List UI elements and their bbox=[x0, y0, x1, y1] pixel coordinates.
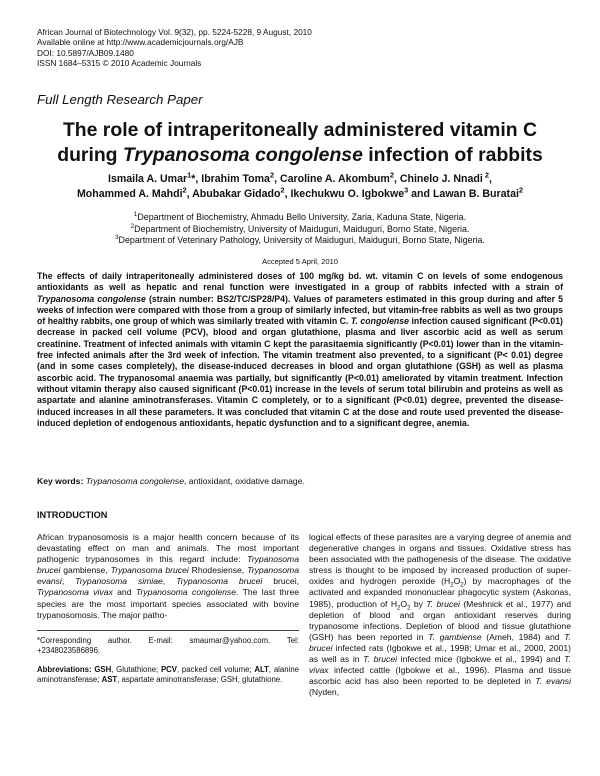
author-affiliation-mark: 2 bbox=[269, 170, 275, 180]
journal-doi: DOI: 10.5897/AJB09.1480 bbox=[37, 47, 134, 58]
author-separator: and bbox=[408, 188, 433, 200]
introduction-text: logical effects of these parasites are a varying degree of anemia and degenerative changes in organs and tissues. Oxidative stress has been associated with the pathogenesis of the disease. The oxidative stress is thought to be imposed by increased production of super-oxides and hydrogen peroxide (H bbox=[309, 532, 571, 587]
introduction-text: T. brucei bbox=[309, 631, 571, 653]
abstract-species: Trypanosoma congolense bbox=[37, 293, 146, 304]
introduction-text: 2 bbox=[460, 583, 464, 590]
introduction-text: (Nyden, bbox=[309, 687, 340, 698]
introduction-text: Trypanosoma simiae bbox=[75, 576, 163, 587]
journal-issn: ISSN 1684–5315 © 2010 Academic Journals bbox=[37, 58, 202, 69]
introduction-text: T. brucei bbox=[363, 654, 398, 665]
author-name: Mohammed A. Mahdi bbox=[76, 188, 183, 200]
abbreviations-footnote bbox=[37, 665, 299, 685]
accepted-date: Accepted 5 April, 2010 bbox=[262, 257, 338, 266]
author-line-1 bbox=[30, 172, 570, 187]
author-separator: *, bbox=[191, 173, 202, 185]
author-affiliation-mark: 3 bbox=[404, 185, 409, 195]
abbreviation-text: , Glutathione; bbox=[111, 665, 161, 674]
author-separator: , bbox=[186, 188, 193, 200]
author-affiliation-mark: 1 bbox=[187, 170, 192, 180]
affiliation-line bbox=[30, 224, 570, 236]
author-separator: , bbox=[284, 188, 291, 200]
introduction-left-column bbox=[37, 532, 299, 621]
abbreviation-text: AST bbox=[101, 675, 118, 684]
abbreviation-text: Abbreviations: bbox=[37, 665, 95, 674]
keyword-species: Trypanosoma congolense bbox=[85, 476, 184, 486]
introduction-text: 2 bbox=[397, 605, 401, 612]
introduction-text: Trypanosoma congolense bbox=[135, 587, 237, 598]
introduction-text: Trypanosoma brucei bbox=[176, 576, 263, 587]
introduction-text: brucei, bbox=[262, 576, 299, 587]
introduction-text: 2 bbox=[450, 583, 454, 590]
introduction-text: T. brucei bbox=[426, 598, 460, 609]
footnote-divider bbox=[37, 630, 299, 631]
author-affiliation-mark: 2 bbox=[280, 185, 285, 195]
abbreviation-text: , alanine aminotransferase; bbox=[37, 665, 299, 684]
introduction-text: (Ameh, 1984) and bbox=[481, 631, 565, 642]
keywords bbox=[37, 476, 563, 486]
title-text: during bbox=[57, 143, 123, 166]
author-affiliation-mark: 2 bbox=[518, 185, 524, 195]
keywords-rest: , antioxidant, oxidative damage. bbox=[183, 476, 305, 486]
introduction-text: by bbox=[410, 598, 427, 609]
abstract-text: (strain number: BS2/TC/SP28/P4). Values of parameters estimated in this group during and after 5 weeks of infection were compared with those from a group of similarly infected, but vitamin-free rabbits as well as two groups of healthy rabbits, one group of which was similarly treated with vitamin C. bbox=[37, 293, 563, 327]
corresponding-author-footnote: *Corresponding author. E-mail: smaumar@yahoo.com. Tel: +2348023586896. bbox=[37, 636, 299, 655]
journal-availability[interactable]: Available online at http://www.academicjournals.org/AJB bbox=[37, 37, 244, 48]
author-list bbox=[30, 172, 570, 202]
author-separator: , bbox=[489, 173, 492, 185]
author-name: Abubakar Gidado bbox=[192, 188, 281, 200]
introduction-right-column bbox=[309, 532, 571, 698]
introduction-text: Trypanosoma brucei bbox=[37, 554, 299, 576]
author-name: Lawan B. Buratai bbox=[432, 188, 519, 200]
introduction-text: . The last three species are the most important species associated with bovine trypanosomosis. The major patho- bbox=[37, 587, 299, 620]
introduction-text: O bbox=[453, 576, 461, 587]
affiliation-mark: 3 bbox=[115, 234, 119, 242]
affiliation-text: Department of Biochemistry, University of Maiduguri, Maiduguri, Borno State, Nigeria. bbox=[134, 223, 470, 234]
introduction-text: gambiense, bbox=[60, 565, 111, 576]
introduction-text: infected rats (Igbokwe et al., 1998; Umar et al., 2000, 2001) as well as in bbox=[309, 642, 571, 665]
title-line-2 bbox=[30, 143, 570, 168]
introduction-text: Trypanosoma evansi bbox=[37, 565, 299, 587]
title-line-1: The role of intraperitoneally administered vitamin C bbox=[62, 119, 538, 141]
abbreviation-text: GSH bbox=[94, 665, 112, 674]
affiliation-mark: 2 bbox=[130, 222, 135, 230]
introduction-text: and bbox=[112, 587, 136, 598]
introduction-text: T. gambiense bbox=[428, 631, 482, 642]
title-text: infection of rabbits bbox=[362, 143, 543, 166]
author-separator: , bbox=[274, 173, 280, 185]
keywords-label: Key words: bbox=[37, 476, 84, 486]
abbreviation-text: , aspartate aminotransferase; GSH, glutathione. bbox=[117, 675, 283, 684]
introduction-text: Trypanosoma vivax bbox=[37, 587, 113, 598]
paper-title bbox=[30, 118, 570, 167]
affiliation-line bbox=[30, 212, 570, 224]
author-line-2 bbox=[30, 187, 570, 202]
author-affiliation-mark: 2 bbox=[182, 185, 187, 195]
introduction-text: , bbox=[162, 576, 177, 587]
affiliation-line bbox=[30, 235, 570, 247]
abstract-text: infection caused significant (P<0.01) decrease in packed cell volume (PCV), blood and organ glutathione, plasma and liver ascorbic acid as well as serum creatinine. Treatment of infected animals with vitamin C kept the parasitaemia significantly (P<0.01) lower than in the vitamin-free infected animals after the 3rd week of infection. The vitamin treatment also prevented, to a significant (P< 0.01) degree (and in some cases completely), the disease-induced decreases in blood and organ glutathione (GSH) as well as plasma ascorbic acid. The trypanosomal anaemia was partially, but significantly (P<0.01) ameliorated by vitamin treatment. Infection without vitamin therapy also caused significant (P<0.01) increase in the levels of serum total bilirubin and proteins as well as aspartate and alanine aminotransferases. Vitamin C completely, or to a significant (P<0.01) degree, prevented the disease-induced increases in all these parameters. It was concluded that vitamin C at the dose and route used prevented the disease-induced depletion of endogenous antioxidants, hepatic dysfunction and to a significant degree, anemia. bbox=[37, 316, 563, 428]
abbreviation-text: PCV bbox=[160, 665, 178, 674]
paper-type: Full Length Research Paper bbox=[37, 92, 203, 107]
author-name: Ikechukwu O. Igbokwe bbox=[290, 188, 405, 200]
introduction-text: infected mice (Igbokwe et al., 1994) and bbox=[397, 654, 565, 665]
journal-citation: African Journal of Biotechnology Vol. 9(32), pp. 5224-5228, 9 August, 2010 bbox=[37, 27, 312, 37]
affiliation-text: Department of Veterinary Pathology, University of Maiduguri, Maiduguri, Borno State, Nigeria. bbox=[118, 235, 485, 245]
abstract-species: T. congolense bbox=[350, 316, 410, 327]
abbreviation-text: , packed cell volume; bbox=[177, 665, 255, 674]
author-affiliation-mark: 2 bbox=[389, 170, 394, 180]
author-name: Ismaila A. Umar bbox=[108, 173, 188, 185]
title-species: Trypanosoma congolense bbox=[122, 143, 363, 166]
introduction-text: Trypanosoma brucei bbox=[110, 565, 189, 576]
author-name: Caroline A. Akombum bbox=[279, 173, 390, 185]
affiliation-mark: 1 bbox=[133, 211, 138, 219]
introduction-text: O bbox=[400, 598, 408, 609]
author-name: Chinelo J. Nnadi bbox=[399, 173, 483, 185]
affiliations bbox=[30, 212, 570, 247]
abstract bbox=[37, 271, 563, 429]
journal-header bbox=[37, 27, 367, 69]
abbreviation-text: ALT bbox=[254, 665, 269, 674]
introduction-text: African trypanosomosis is a major health concern because of its devastating effect on man and animals. The most important pathogenic trypanosomes in this regard include: bbox=[37, 532, 299, 565]
author-name: Ibrahim Toma bbox=[201, 173, 270, 185]
introduction-text: ) by macrophages of the activated and expanded mononuclear phagocytic system (Askonas, 1985), production of H bbox=[309, 576, 571, 609]
introduction-text: Rhodesiense, bbox=[188, 565, 248, 576]
author-affiliation-mark: 2 bbox=[482, 170, 490, 180]
introduction-heading: INTRODUCTION bbox=[37, 510, 108, 520]
introduction-text: T. evansi bbox=[535, 676, 572, 687]
introduction-text: T. vivax bbox=[309, 654, 571, 676]
introduction-text: 2 bbox=[407, 605, 411, 612]
abstract-text: The effects of daily intraperitoneally administered doses of 100 mg/kg bd. wt. vitamin C on levels of some endogenous antioxidants as well as hepatic and renal function were investigated in a group of rabbits infected with a strain of bbox=[37, 271, 563, 293]
introduction-text: infected cattle (Igbokwe et al., 1996). Plasma and tissue ascorbic acid has also been reported to be depleted in bbox=[309, 665, 571, 687]
introduction-text: (Meshnick et al., 1977) and depletion of blood and organ antioxidant reserves during trypanosome infections. Depletion of blood and tissue glutathione (GSH) has been reported in bbox=[309, 598, 571, 642]
introduction-text: , bbox=[61, 576, 76, 587]
affiliation-text: Department of Biochemistry, Ahmadu Bello University, Zaria, Kaduna State, Nigeria. bbox=[137, 212, 467, 222]
author-separator: , bbox=[393, 173, 400, 185]
